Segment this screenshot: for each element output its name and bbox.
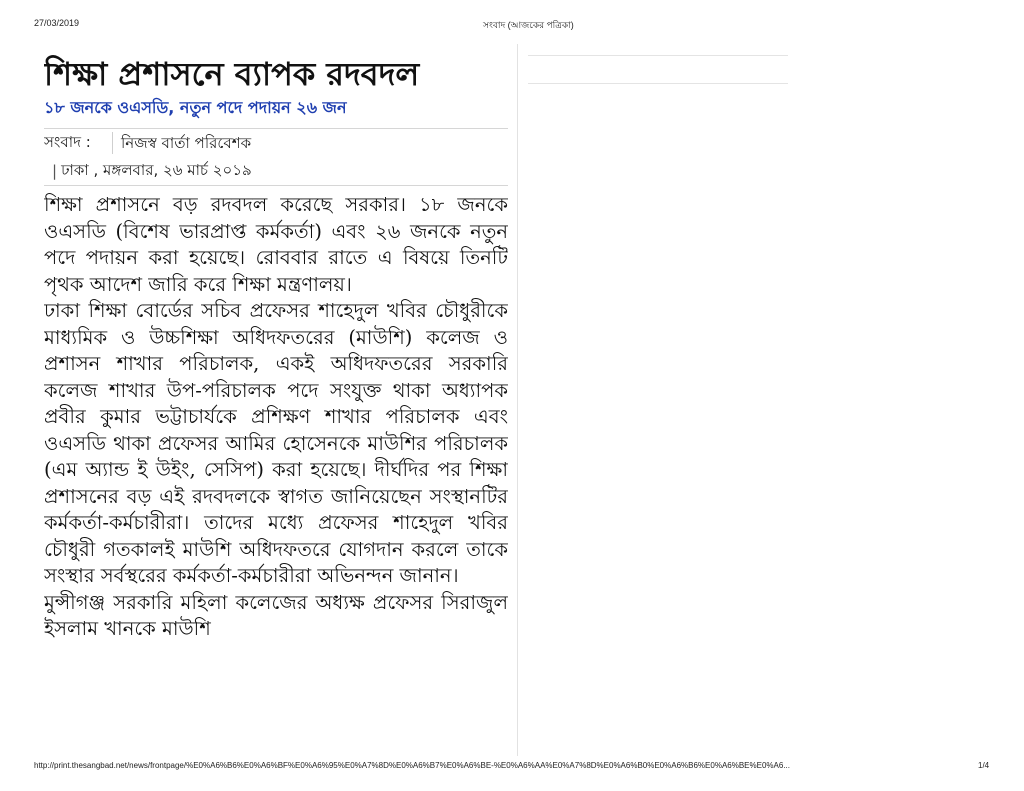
column-divider — [517, 44, 518, 756]
body-paragraph: ঢাকা শিক্ষা বোর্ডের সচিব প্রফেসর শাহেদুল খবির চৌধুরীকে মাধ্যমিক ও উচ্চশিক্ষা অধিদফতরের (মাউশি) কলেজ ও প্রশাসন শাখার পরিচালক, একই অধিদফতরের সরকারি কলেজ শাখার উপ-পরিচালক পদে সংযুক্ত থাকা অধ্যাপক প্রবীর কুমার ভট্টাচার্যকে প্রশিক্ষণ শাখার পরিচালক এবং ওএসডি থাকা প্রফেসর আমির হোসেনকে মাউশির পরিচালক (এম অ্যান্ড ই উইং, সেসিপ) করা হয়েছে। দীর্ঘদির পর শিক্ষা প্রশাসনের বড় এই রদবদলকে স্বাগত জানিয়েছেন সংস্থানটির কর্মকর্তা-কর্মচারীরা। তাদের মধ্যে প্রফেসর শাহেদুল খবির চৌধুরী গতকালই মাউশি অধিদফতরে যোগদান করলে তাকে সংস্থার সর্বস্থরের কর্মকর্তা-কর্মচারীরা অভিনন্দন জানান। — [44, 299, 508, 587]
print-header — [0, 18, 1024, 34]
dateline-text: ঢাকা , মঙ্গলবার, ২৬ মার্চ ২০১৯ — [61, 160, 252, 179]
article-body — [44, 192, 508, 643]
sidebar-rule — [528, 83, 788, 84]
body-paragraph: মুন্সীগঞ্জ সরকারি মহিলা কলেজের অধ্যক্ষ প্রফেসর সিরাজুল ইসলাম খানকে মাউশি — [44, 590, 508, 640]
sidebar-rule — [528, 55, 788, 56]
print-title: সংবাদ (আজকের পত্রিকা) — [483, 20, 574, 30]
byline-label: সংবাদ : — [44, 132, 91, 151]
dateline-mark: | — [52, 162, 58, 180]
body-paragraph: শিক্ষা প্রশাসনে বড় রদবদল করেছে সরকার। ১৮ জনকে ওএসডি (বিশেষ ভারপ্রাপ্ত কর্মকর্তা) এবং ২৬ জনকে নতুন পদে পদায়ন করা হয়েছে। রোববার রাতে এ বিষয়ে তিনটি পৃথক আদেশ জারি করে শিক্ষা মন্ত্রণালয়। — [44, 193, 508, 296]
divider — [44, 185, 508, 186]
subheadline: ১৮ জনকে ওএসডি, নতুন পদে পদায়ন ২৬ জন — [44, 98, 347, 117]
page-number: 1/4 — [978, 761, 990, 770]
print-url: http://print.thesangbad.net/news/frontpage/%E0%A6%B6%E0%A6%BF%E0%A6%95%E0%A7%8D%E0%A6%B7%E0%A6%BE-%E0%A6%AA%E0%A7%8D%E0%A6%B0%E0%A6%B6%E0%A6%BE%E0%A6... — [34, 761, 790, 770]
byline-author: নিজস্ব বার্তা পরিবেশক — [112, 132, 251, 154]
headline: শিক্ষা প্রশাসনে ব্যাপক রদবদল — [44, 55, 420, 93]
print-footer — [0, 761, 1024, 775]
article — [44, 52, 508, 752]
dateline — [44, 157, 508, 185]
print-date: 27/03/2019 — [34, 18, 80, 28]
byline — [44, 129, 508, 157]
